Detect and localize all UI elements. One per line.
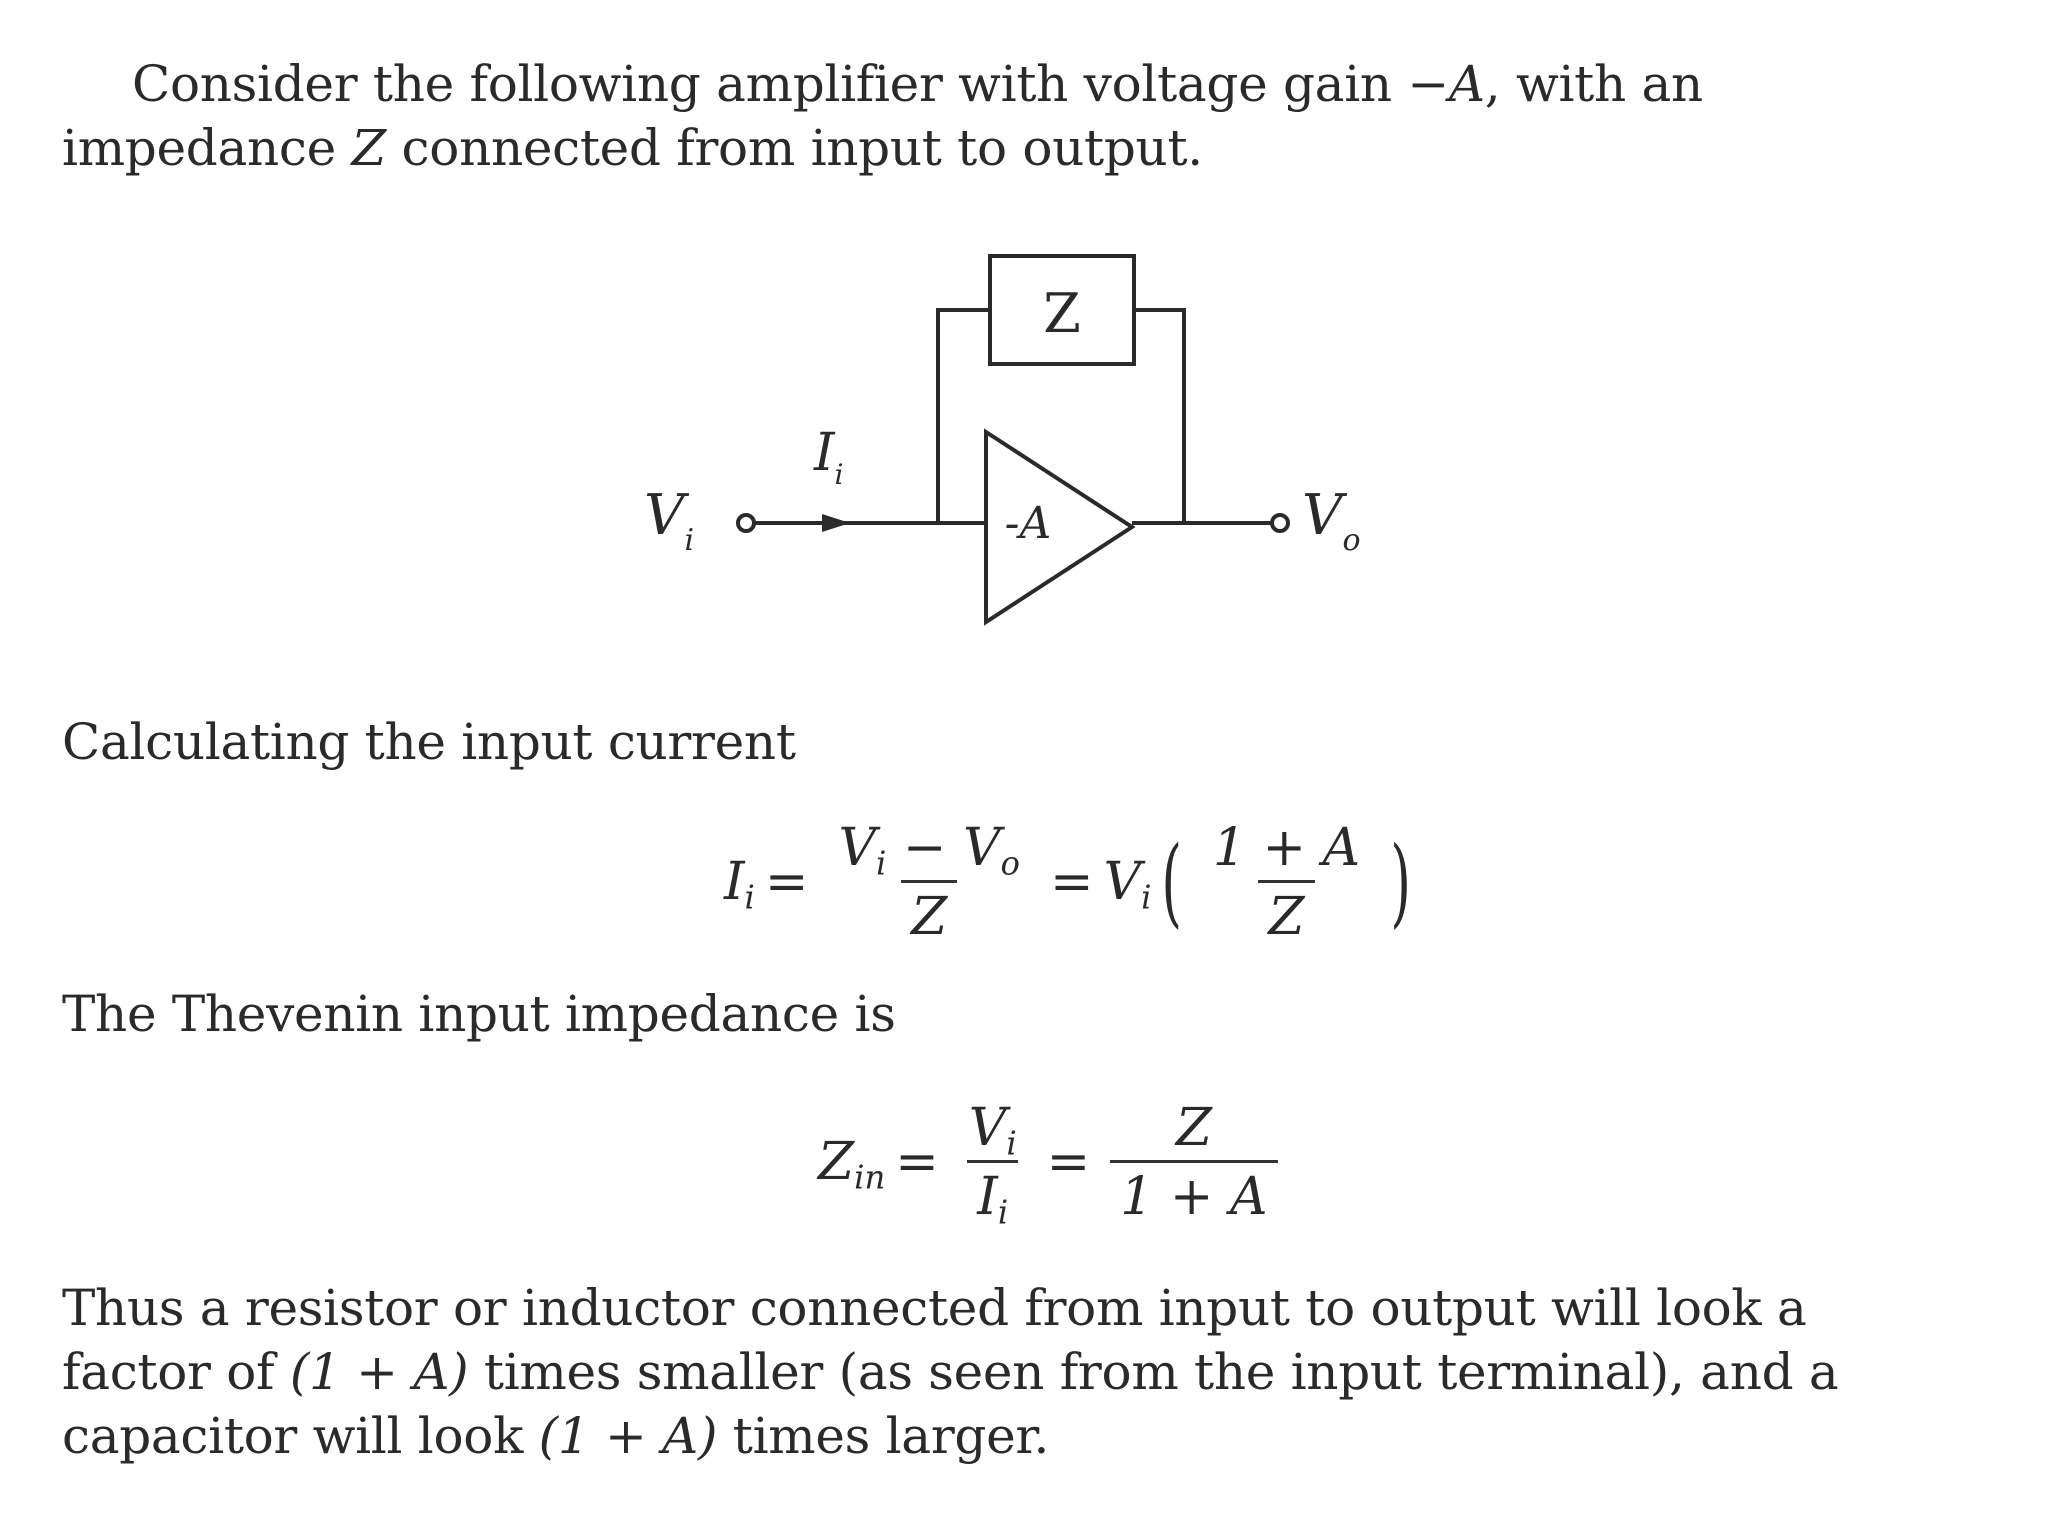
eq1-lhs: $I_i$ [724, 852, 755, 917]
output-voltage-label: $V_o$ [1302, 483, 1361, 558]
conclusion-text-b: times smaller (as seen from the input terminal), and a capacitor will look [62, 1343, 1839, 1465]
input-current-equation [724, 812, 1422, 952]
eq1-paren-left: ( [1161, 826, 1183, 938]
conclusion-factor-2: (1 + A) [538, 1407, 718, 1465]
eq2-denominator-2: 1 + A [1110, 1160, 1277, 1227]
amplifier-label: -A [1004, 498, 1052, 549]
eq1-fraction [828, 818, 1030, 947]
intro-text-a: Consider the following amplifier with voltage gain [132, 55, 1408, 113]
thevenin-impedance-equation [818, 1092, 1288, 1232]
eq1-factor: $V_i$ [1103, 852, 1152, 917]
eq2-fraction [959, 1097, 1027, 1232]
conclusion-text-c: times larger. [717, 1407, 1050, 1465]
eq1-equals: = [764, 852, 809, 912]
eq1-denominator: Z [901, 880, 957, 947]
eq2-numerator-2: Z [1175, 1097, 1212, 1158]
output-terminal [1272, 515, 1288, 531]
impedance-label: Z [1043, 282, 1081, 345]
eq2-denominator: $I_i$ [967, 1160, 1018, 1227]
input-voltage-label: $V_i$ [644, 483, 695, 558]
eq1-numerator-2: 1 + A [1212, 817, 1361, 878]
impedance-symbol: Z [351, 119, 386, 177]
feedback-wire-right [1134, 310, 1184, 523]
eq2-fraction-2 [1110, 1098, 1277, 1227]
conclusion-text-a: Thus a resistor or inductor connected from input to output will look a factor of [62, 1279, 1807, 1401]
current-label: $I_i$ [814, 423, 844, 491]
conclusion-factor-1: (1 + A) [289, 1343, 469, 1401]
eq1-paren-right: ) [1390, 826, 1412, 938]
eq1-equals-2: = [1049, 852, 1094, 912]
calc-heading: Calculating the input current [62, 713, 796, 771]
eq1-numerator: $V_i - V_o$ [838, 817, 1020, 883]
eq2-equals: = [895, 1132, 939, 1192]
eq2-numerator: $V_i$ [968, 1097, 1017, 1163]
conclusion-paragraph [62, 1276, 1962, 1468]
current-arrow [822, 514, 850, 532]
input-terminal [738, 515, 754, 531]
intro-text-b: , with an impedance [62, 55, 1703, 177]
eq1-denominator-2: Z [1258, 880, 1314, 947]
thevenin-heading: The Thevenin input impedance is [62, 985, 896, 1043]
intro-text-c: connected from input to output. [385, 119, 1203, 177]
eq1-fraction-2 [1203, 818, 1370, 947]
eq2-equals-2: = [1046, 1132, 1091, 1192]
gain-symbol: −A [1407, 55, 1485, 113]
eq2-lhs: $Z_{in}$ [818, 1132, 886, 1197]
feedback-wire-left [938, 310, 990, 523]
